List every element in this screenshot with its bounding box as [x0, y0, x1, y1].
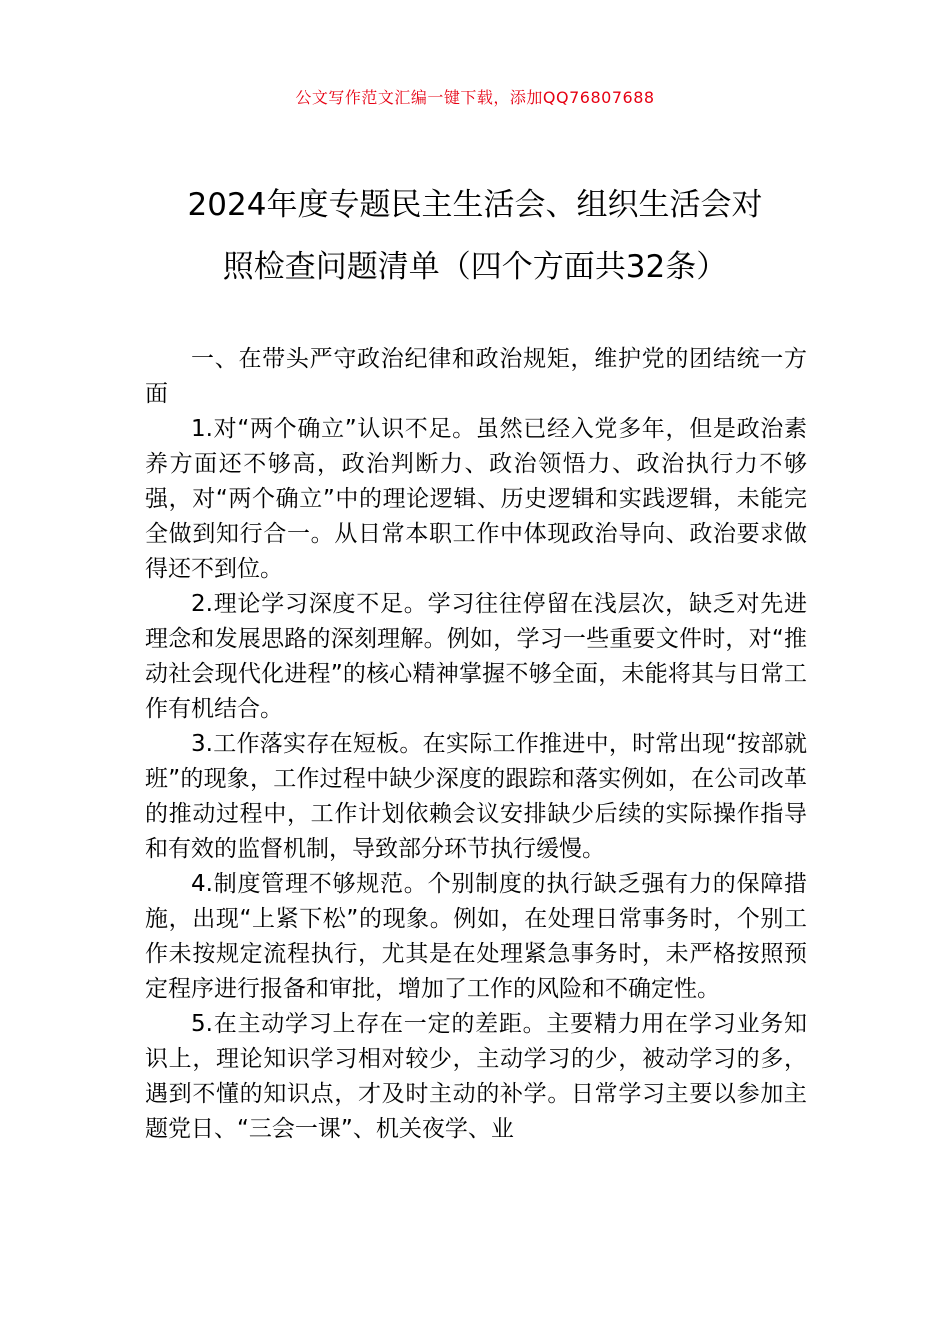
promo-banner: 公文写作范文汇编一键下载，添加QQ76807688: [295, 88, 655, 107]
title-line-2: 照检查问题清单（四个方面共32条）: [222, 249, 728, 285]
section-heading: 一、在带头严守政治纪律和政治规矩，维护党的团结统一方面: [145, 346, 807, 407]
list-item: 4.制度管理不够规范。个别制度的执行缺乏强有力的保障措施，出现“上紧下松”的现象。例如，在处理日常事务时，个别工作未按规定流程执行，尤其是在处理紧急事务时，未严格按照预定程序进行报备和审批，增加了工作的风险和不确定性。: [145, 871, 807, 1002]
list-item: 3.工作落实存在短板。在实际工作推进中，时常出现“按部就班”的现象，工作过程中缺少深度的跟踪和落实例如，在公司改革的推动过程中，工作计划依赖会议安排缺少后续的实际操作指导和有效的监督机制，导致部分环节执行缓慢。: [145, 731, 807, 862]
list-item: 1.对“两个确立”认识不足。虽然已经入党多年，但是政治素养方面还不够高，政治判断力、政治领悟力、政治执行力不够强，对“两个确立”中的理论逻辑、历史逻辑和实践逻辑，未能完全做到知行合一。从日常本职工作中体现政治导向、政治要求做得还不到位。: [145, 416, 807, 582]
list-item: 2.理论学习深度不足。学习往往停留在浅层次，缺乏对先进理念和发展思路的深刻理解。例如，学习一些重要文件时，对“推动社会现代化进程”的核心精神掌握不够全面，未能将其与日常工作有机结合。: [145, 591, 807, 722]
title-line-1: 2024年度专题民主生活会、组织生活会对: [187, 187, 763, 223]
list-item: 5.在主动学习上存在一定的差距。主要精力用在学习业务知识上，理论知识学习相对较少，主动学习的少，被动学习的多，遇到不懂的知识点，才及时主动的补学。日常学习主要以参加主题党日、“三会一课”、机关夜学、业: [145, 1011, 807, 1142]
document-title: [120, 174, 830, 298]
document-body: [145, 342, 807, 1147]
